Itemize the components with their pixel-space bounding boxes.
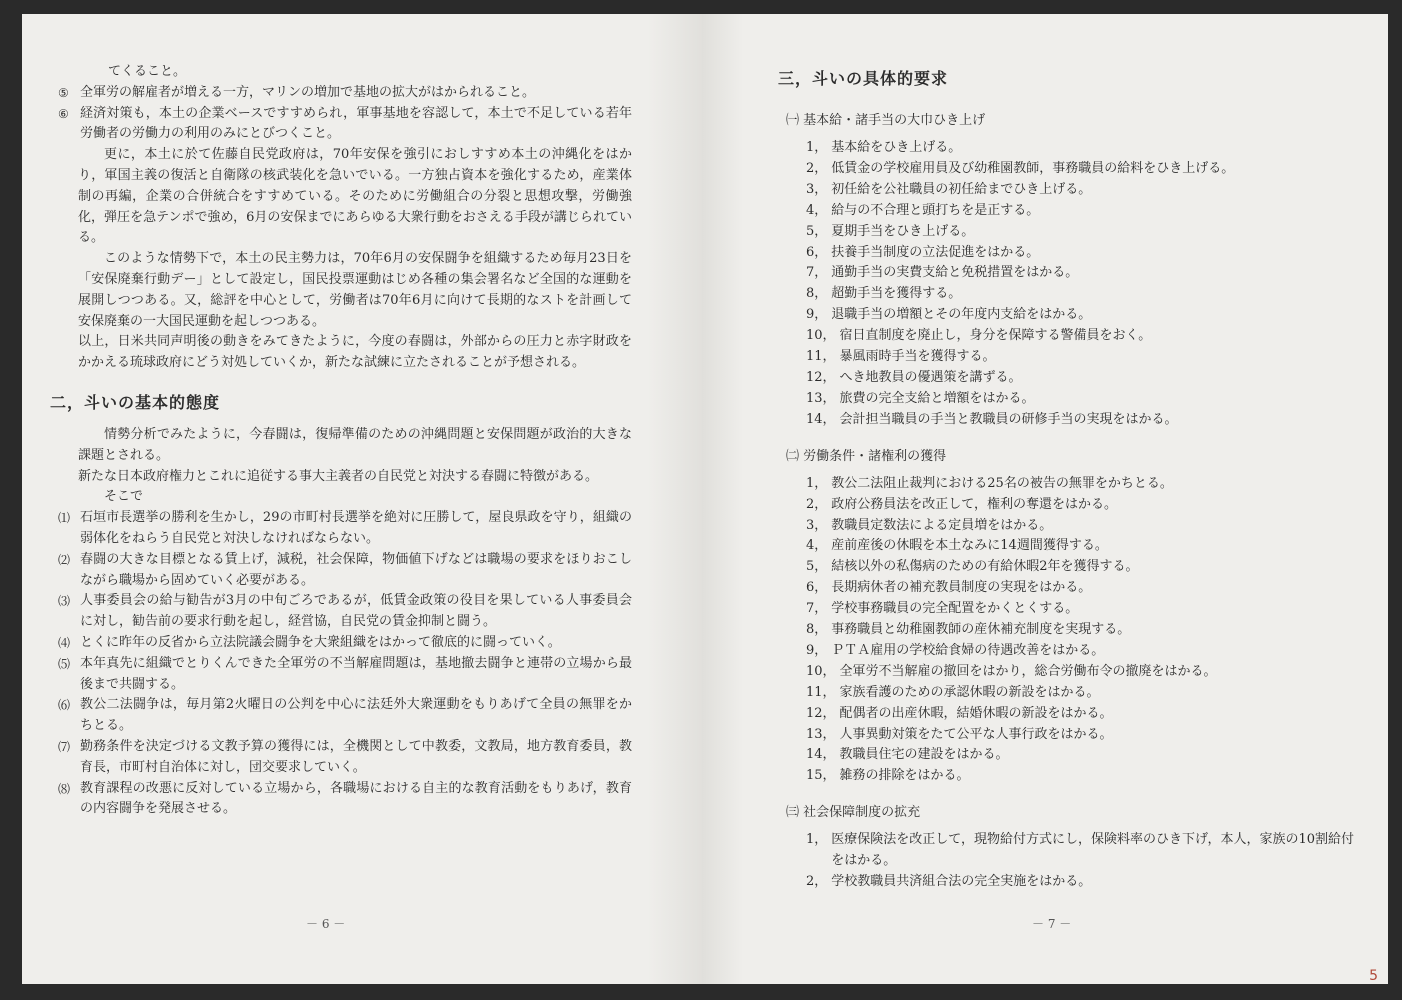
item-number: ⑷: [58, 635, 71, 650]
item-number: 13，: [806, 726, 836, 742]
requirement-item: [806, 410, 1358, 431]
left-conclusion-paragraph: 以上，日米共同声明後の動きをみてきたように，今度の春闘は，外部からの圧力と赤字財政をかかえる琉球政府にどう対処していくか，新たな試練に立たされることが予想される。: [78, 334, 632, 371]
item-text: 人事委員会の給与勧告が3月の中旬ごろであるが，低賃金政策の役目を果している人事委員会に対し，勧告前の要求行動を起し，経営協，自民党の賃金抑制と闘う。: [80, 593, 632, 630]
item-text: 人事異動対策をたて公平な人事行政をはかる。: [839, 726, 1113, 742]
item-number: 3，: [806, 181, 828, 197]
item-number: 11，: [806, 349, 836, 365]
requirement-item: [806, 516, 1358, 537]
numbered-item: [50, 695, 632, 737]
body-paragraph: 更に，本土に於て佐藤自民党政府は，70年安保を強引におしすすめ本土の沖縄化をはかり，軍国主義の復活と自衛隊の核武装化を急いでいる。一方独占資本を強化するため，産業体制の再編，企業の合併統合をすすめている。そのために労働組合の分裂と思想攻撃，労働強化，弾圧を急テンポで強め，6月の安保までにあらゆる大衆行動をおさえる手段が講じられている。: [78, 147, 632, 246]
intro-paragraph: 情勢分析でみたように，今春闘は，復帰準備のための沖縄問題と安保問題が政治的大きな課題とされる。: [78, 426, 632, 463]
requirement-item: [806, 347, 1358, 368]
item-number: 1，: [806, 475, 828, 491]
requirement-item: [806, 620, 1358, 641]
item-text: 長期病休者の補充教員制度の実現をはかる。: [831, 580, 1092, 596]
requirement-item: [806, 474, 1358, 495]
requirement-item: [806, 725, 1358, 746]
item-number: 5，: [806, 223, 828, 239]
requirement-item: [806, 704, 1358, 725]
item-number: 1，: [806, 140, 828, 155]
intro-paragraph: 新たな日本政府権力とこれに追従する事大主義者の自民党と対決する春闘に特徴がある。: [78, 468, 599, 484]
item-text: 退職手当の増額とその年度内支給をはかる。: [831, 307, 1092, 323]
left-top-items: [50, 62, 632, 145]
requirement-item: [806, 222, 1358, 243]
page-number-right: － 7 －: [1032, 917, 1072, 931]
item-text: 教職員住宅の建設をはかる。: [839, 747, 1009, 763]
item-number: 12，: [806, 369, 836, 385]
requirement-item: [806, 284, 1358, 305]
item-text: 超勤手当を獲得する。: [831, 286, 962, 302]
item-number: 11，: [806, 684, 836, 700]
item-number: 10，: [806, 663, 836, 679]
item-number: 3，: [806, 517, 828, 533]
subsection-heading: ㈢ 社会保障制度の拡充: [786, 805, 921, 821]
intro-paragraph: そこで: [104, 489, 144, 505]
item-text: 学校教職員共済組合法の完全実施をはかる。: [831, 874, 1092, 890]
corner-page-mark: 5: [1369, 968, 1378, 984]
item-number: ⑥: [58, 106, 69, 121]
requirement-item: [806, 578, 1358, 599]
item-text: 春闘の大きな目標となる賃上げ，減税，社会保障，物価値下げなどは職場の要求をほりおこしながら職場から固めていく必要がある。: [80, 551, 632, 588]
requirement-item: [806, 138, 1358, 159]
item-number: 7，: [806, 601, 828, 617]
item-text: 配偶者の出産休暇，結婚休暇の新設をはかる。: [839, 705, 1113, 721]
requirement-item: [806, 326, 1358, 347]
subsection-heading: ㈡ 労働条件・諸権利の獲得: [786, 448, 947, 464]
section-title-2: 二，斗いの基本的態度: [50, 392, 221, 412]
item-text: 教公二法阻止裁判における25名の被告の無罪をかちとる。: [831, 475, 1173, 491]
item-text: 会計担当職員の手当と教職員の研修手当の実現をはかる。: [839, 411, 1178, 427]
item-text: 教職員定数法による定員増をはかる。: [831, 517, 1053, 533]
item-number: 2，: [806, 874, 828, 890]
requirement-item: [806, 641, 1358, 662]
item-number: 5，: [806, 559, 828, 575]
item-text: てくること。: [108, 64, 187, 79]
item-text: 結核以外の私傷病のための有給休暇2年を獲得する。: [831, 559, 1139, 575]
item-number: 13，: [806, 390, 836, 406]
item-text: 扶養手当制度の立法促進をはかる。: [831, 244, 1040, 260]
item-text: 医療保険法を改正して，現物給付方式にし，保険料率のひき下げ，本人，家族の10割給付をはかる。: [831, 832, 1355, 869]
left-page: [22, 14, 702, 984]
list-item: [50, 62, 632, 83]
numbered-item: [50, 737, 632, 779]
item-number: 4，: [806, 202, 828, 218]
numbered-item: [50, 779, 632, 821]
item-number: 4，: [806, 538, 828, 554]
item-text: 宿日直制度を廃止し，身分を保障する警備員をおく。: [839, 328, 1152, 344]
requirement-item: [806, 536, 1358, 557]
requirement-item: [806, 263, 1358, 284]
item-number: 2，: [806, 160, 828, 176]
item-number: 15，: [806, 768, 836, 784]
numbered-item: [50, 550, 632, 592]
item-number: 9，: [806, 642, 828, 658]
requirement-item: [806, 243, 1358, 264]
item-number: ⑸: [58, 656, 71, 671]
right-sections: [778, 109, 1358, 893]
item-number: ⑶: [58, 594, 71, 609]
item-text: 学校事務職員の完全配置をかくとくする。: [831, 601, 1079, 617]
item-text: 本年真先に組織でとりくんできた全軍労の不当解雇問題は，基地撤去闘争と連帯の立場から最後まで共闘する。: [80, 655, 632, 692]
item-number: ⑵: [58, 552, 71, 567]
item-text: 事務職員と幼稚園教師の産休補充制度を実現する。: [831, 622, 1131, 638]
numbered-item: [50, 654, 632, 696]
requirement-item: [806, 368, 1358, 389]
item-number: [50, 62, 108, 83]
requirement-item: [806, 662, 1358, 683]
requirement-item: [806, 180, 1358, 201]
requirement-item: [806, 745, 1358, 766]
item-number: 7，: [806, 265, 828, 281]
item-text: ＰＴＡ雇用の学校給食婦の待遇改善をはかる。: [831, 642, 1105, 658]
item-text: 暴風雨時手当を獲得する。: [839, 349, 996, 365]
item-text: 全軍労不当解雇の撤回をはかり，総合労働布令の撤廃をはかる。: [839, 663, 1217, 679]
list-item: [50, 83, 632, 104]
item-text: 給与の不合理と頭打ちを是正する。: [831, 202, 1040, 218]
section-2-intro: [50, 425, 632, 508]
item-number: ⑴: [58, 511, 71, 526]
page-number-left: － 6 －: [306, 917, 346, 931]
item-text: 教育課程の改悪に反対している立場から，各職場における自主的な教育活動をもりあげ，教育の内容闘争を発展させる。: [80, 780, 632, 817]
item-text: 政府公務員法を改正して，権利の奪還をはかる。: [831, 496, 1118, 512]
item-text: 教公二法闘争は，毎月第2火曜日の公判を中心に法廷外大衆運動をもりあげて全員の無罪をかちとる。: [80, 697, 632, 734]
item-text: 低賃金の学校雇用員及び幼稚園教師，事務職員の給料をひき上げる。: [831, 160, 1235, 176]
item-number: ⑺: [58, 739, 71, 754]
item-text: 経済対策も，本土の企業ベースですすめられ，軍事基地を容認して，本土で不足している若年労働者の労働力の利用のみにとびつくこと。: [80, 105, 632, 142]
item-number: ⑤: [58, 85, 69, 100]
requirement-item: [806, 599, 1358, 620]
item-text: 通勤手当の実費支給と免税措置をはかる。: [831, 265, 1079, 281]
subsection-heading: ㈠ 基本給・諸手当の大巾ひき上げ: [786, 113, 986, 128]
requirement-item: [806, 872, 1358, 893]
item-number: 9，: [806, 307, 828, 323]
item-number: 6，: [806, 244, 828, 260]
item-number: 14，: [806, 411, 836, 427]
item-number: 10，: [806, 328, 836, 344]
item-text: 石垣市長選挙の勝利を生かし，29の市町村長選挙を絶対に圧勝して，屋良県政を守り，組織の弱体化をねらう自民党と対決しなければならない。: [80, 510, 632, 546]
body-paragraph: このような情勢下で，本土の民主勢力は，70年6月の安保闘争を組織するため毎月23日を「安保廃棄行動デー」として設定し，国民投票運動はじめ各種の集会署名など全国的な運動を展開しつつある。又，総評を中心として，労働者は70年6月に向けて長期的なストを計画して安保廃棄の一大国民運動を起しつつある。: [78, 251, 632, 329]
requirement-item: [806, 201, 1358, 222]
item-number: 8，: [806, 286, 828, 302]
item-text: 全軍労の解雇者が増える一方，マリンの増加で基地の拡大がはかられること。: [80, 84, 536, 100]
item-text: 家族看護のための承認休暇の新設をはかる。: [839, 684, 1100, 700]
section-title-3: 三，斗いの具体的要求: [778, 69, 949, 88]
item-number: 8，: [806, 622, 828, 638]
item-text: 夏期手当をひき上げる。: [831, 223, 975, 239]
requirement-item: [806, 305, 1358, 326]
item-number: 12，: [806, 705, 836, 721]
item-text: 産前産後の休暇を本土なみに14週間獲得する。: [831, 538, 1108, 554]
item-number: 14，: [806, 747, 836, 763]
item-number: ⑹: [58, 698, 71, 713]
item-text: とくに昨年の反省から立法院議会闘争を大衆組織をはかって徹底的に闘っていく。: [80, 634, 561, 650]
item-text: 旅費の完全支給と増額をはかる。: [839, 390, 1035, 406]
item-number: 2，: [806, 496, 828, 512]
requirement-item: [806, 557, 1358, 578]
requirement-item: [806, 389, 1358, 410]
item-text: 勤務条件を決定づける文教予算の獲得には，全機関として中教委，文教局，地方教育委員，教育長，市町村自治体に対し，団交要求していく。: [80, 738, 632, 775]
item-text: 雑務の排除をはかる。: [839, 768, 970, 784]
requirement-item: [806, 159, 1358, 180]
item-text: 基本給をひき上げる。: [831, 140, 962, 155]
requirement-item: [806, 495, 1358, 516]
right-page: [702, 14, 1388, 984]
section-2-items: [50, 508, 632, 820]
numbered-item: [50, 508, 632, 550]
item-number: 1，: [806, 832, 828, 848]
requirement-item: [806, 830, 1358, 872]
requirement-item: [806, 683, 1358, 704]
item-text: 初任給を公社職員の初任給までひき上げる。: [831, 181, 1092, 197]
list-item: [50, 104, 632, 146]
numbered-item: [50, 591, 632, 633]
requirement-item: [806, 766, 1358, 787]
item-number: ⑻: [58, 781, 71, 796]
document-spread: [22, 14, 1388, 984]
item-number: 6，: [806, 580, 828, 596]
numbered-item: [50, 633, 632, 654]
left-body-paragraphs: [50, 145, 632, 332]
item-text: へき地教員の優遇策を講ずる。: [839, 369, 1022, 385]
